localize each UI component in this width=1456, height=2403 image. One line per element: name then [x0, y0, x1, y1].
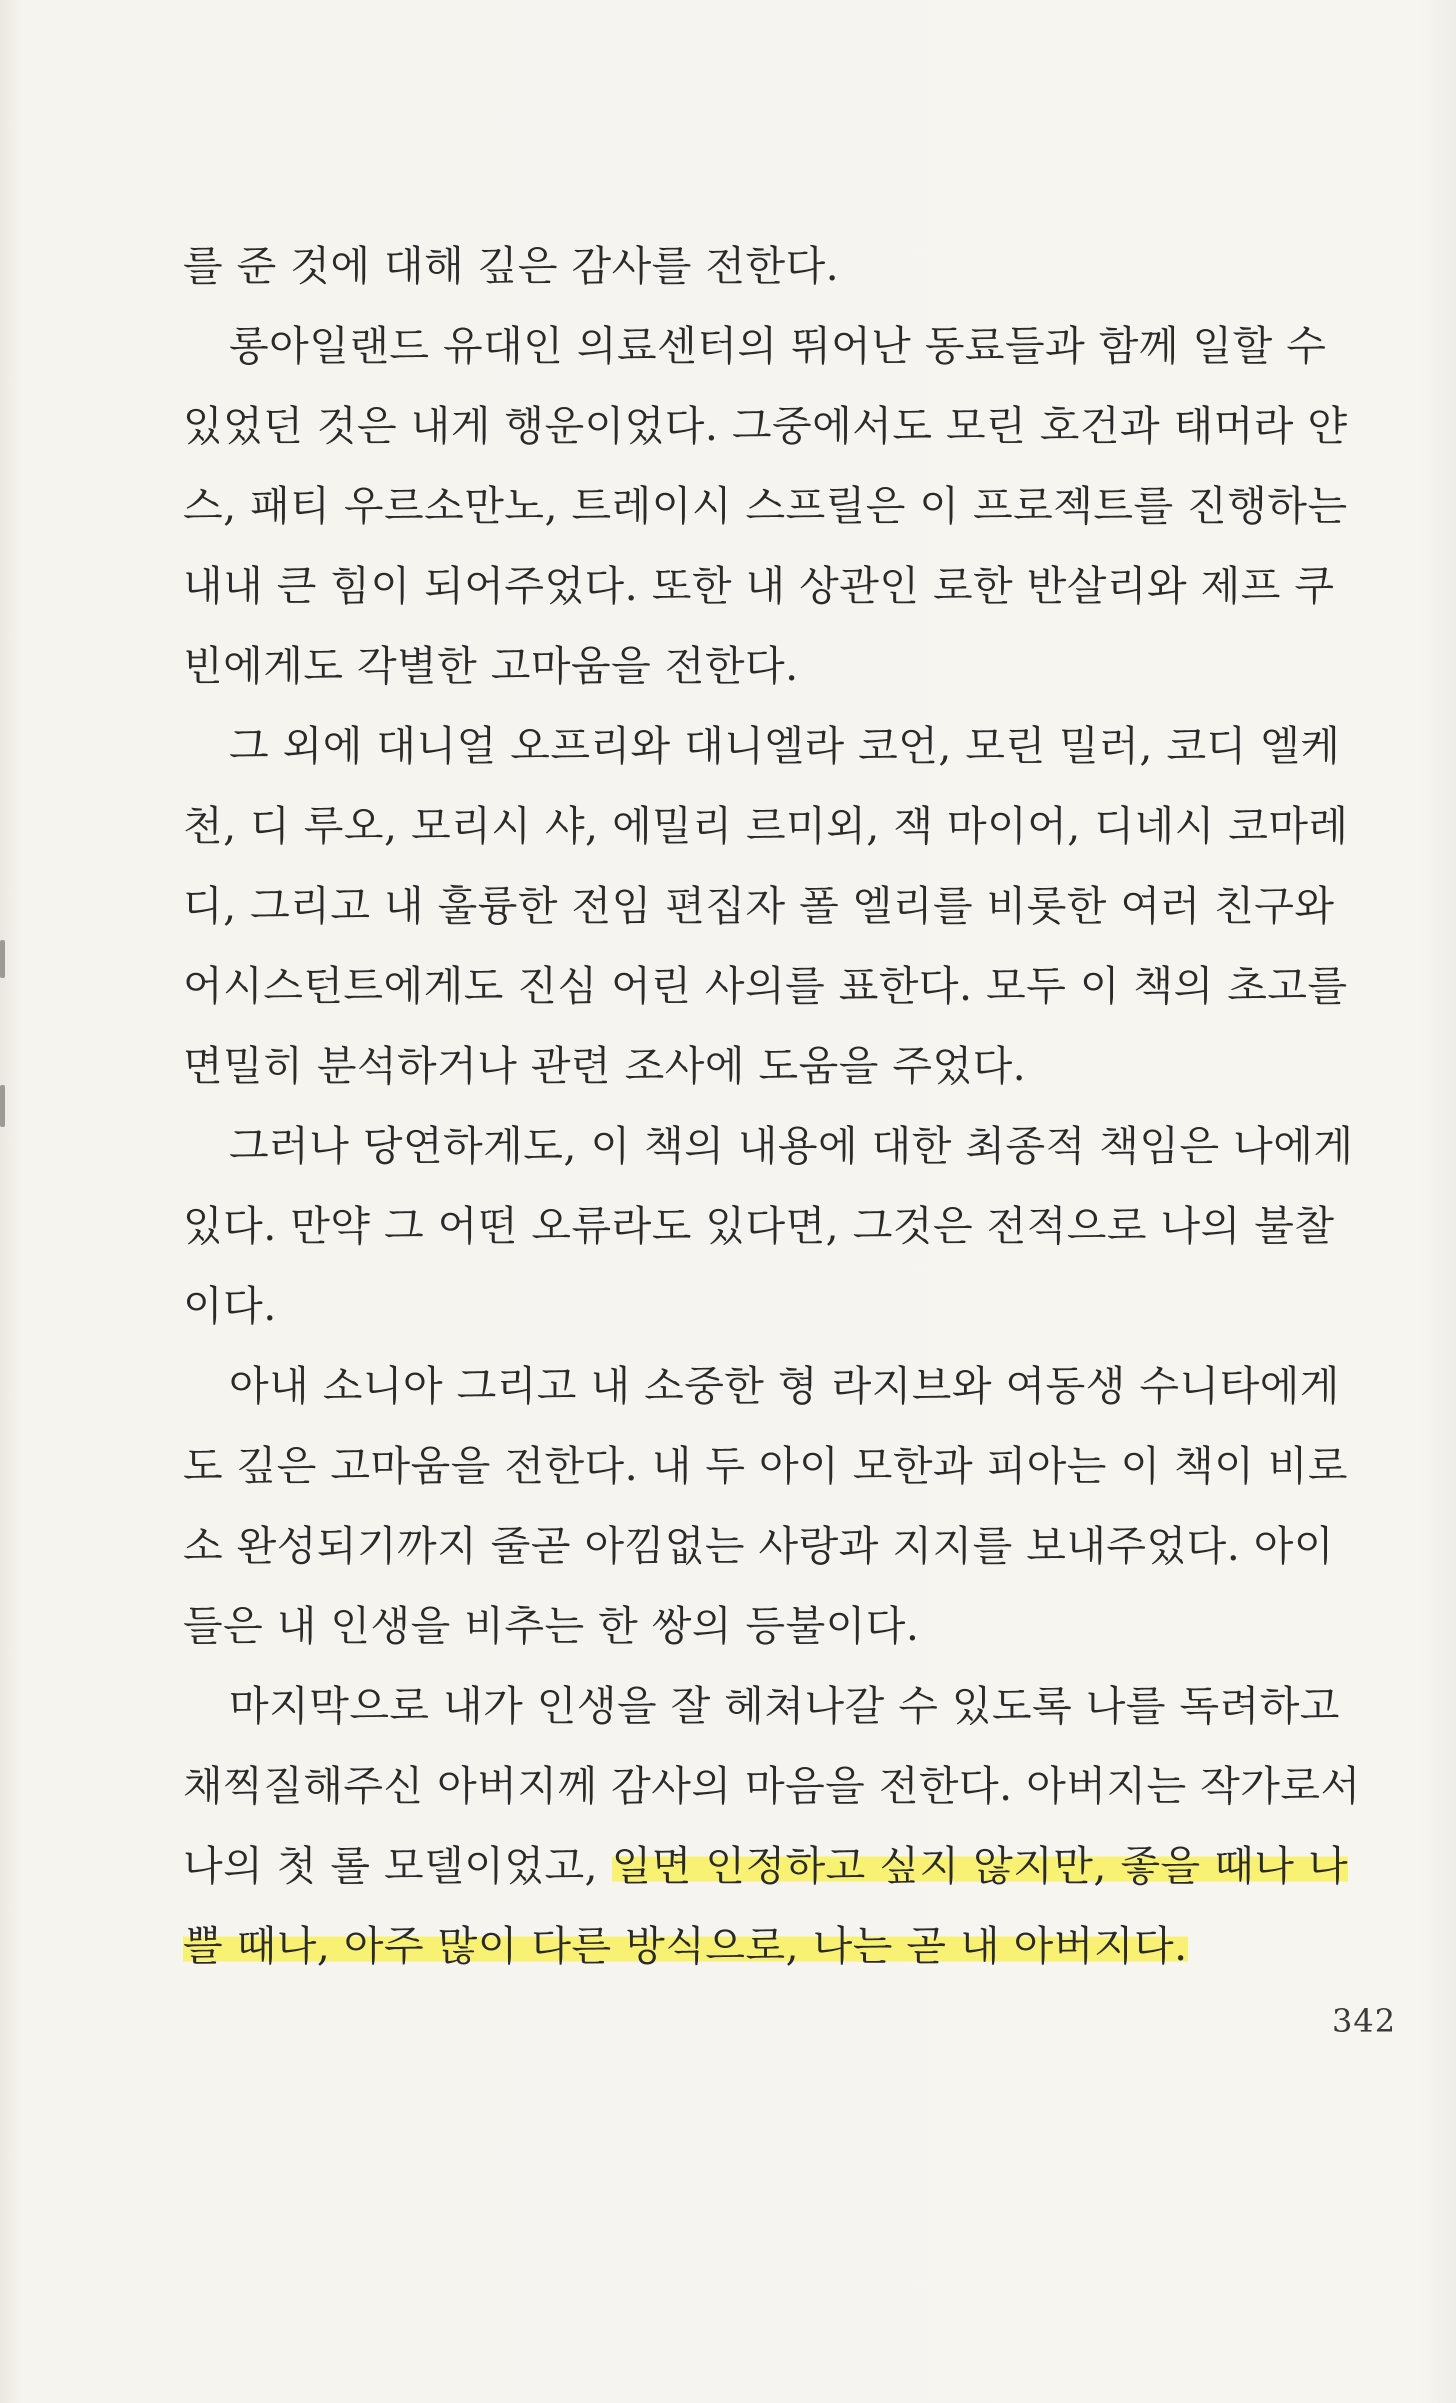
page-number: 342: [1332, 2002, 1397, 2040]
text-line: 아내 소니아 그리고 내 소중한 형 라지브와 여동생 수니타에게: [229, 1362, 1340, 1410]
text-segment: 나의 첫 롤 모델이었고,: [183, 1842, 612, 1890]
text-line: 내내 큰 힘이 되어주었다. 또한 내 상관인 로한 반살리와 제프 쿠: [183, 562, 1335, 610]
text-line: 그러나 당연하게도, 이 책의 내용에 대한 최종적 책임은 나에게: [229, 1122, 1354, 1170]
text-line: 그 외에 대니얼 오프리와 대니엘라 코언, 모린 밀러, 코디 엘케: [229, 722, 1341, 770]
text-line: 스, 패티 우르소만노, 트레이시 스프릴은 이 프로젝트를 진행하는: [183, 482, 1348, 530]
text-line: 천, 디 루오, 모리시 샤, 에밀리 르미외, 잭 마이어, 디네시 코마레: [183, 802, 1349, 850]
scan-edge-mark: [0, 940, 5, 978]
text-line-partly-highlighted: [183, 1826, 1348, 1906]
text-line: 도 깊은 고마움을 전한다. 내 두 아이 모한과 피아는 이 책이 비로: [183, 1442, 1349, 1490]
text-line: 있었던 것은 내게 행운이었다. 그중에서도 모린 호건과 태머라 얀: [183, 402, 1348, 450]
text-line: 들은 내 인생을 비추는 한 쌍의 등불이다.: [183, 1602, 920, 1650]
text-line: 면밀히 분석하거나 관련 조사에 도움을 주었다.: [183, 1042, 1027, 1090]
text-line: 마지막으로 내가 인생을 잘 헤쳐나갈 수 있도록 나를 독려하고: [229, 1682, 1340, 1730]
text-line: 소 완성되기까지 줄곧 아낌없는 사랑과 지지를 보내주었다. 아이: [183, 1522, 1335, 1570]
text-line: 를 준 것에 대해 깊은 감사를 전한다.: [183, 242, 840, 290]
text-line: 빈에게도 각별한 고마움을 전한다.: [183, 642, 799, 690]
scan-edge-mark: [0, 1085, 5, 1127]
text-line: 디, 그리고 내 훌륭한 전임 편집자 폴 엘리를 비롯한 여러 친구와: [183, 882, 1335, 930]
text-line: 어시스턴트에게도 진심 어린 사의를 표한다. 모두 이 책의 초고를: [183, 962, 1348, 1010]
highlighted-text: 일면 인정하고 싶지 않지만, 좋을 때나 나: [611, 1842, 1349, 1890]
text-line: 있다. 만약 그 어떤 오류라도 있다면, 그것은 전적으로 나의 불찰: [183, 1202, 1335, 1250]
text-line: 롱아일랜드 유대인 의료센터의 뛰어난 동료들과 함께 일할 수: [229, 322, 1327, 370]
text-line: 채찍질해주신 아버지께 감사의 마음을 전한다. 아버지는 작가로서: [183, 1762, 1361, 1810]
text-line-highlighted: [183, 1906, 1188, 1986]
text-line: 이다.: [183, 1282, 277, 1330]
highlighted-text: 쁠 때나, 아주 많이 다른 방식으로, 나는 곧 내 아버지다.: [183, 1922, 1188, 1970]
